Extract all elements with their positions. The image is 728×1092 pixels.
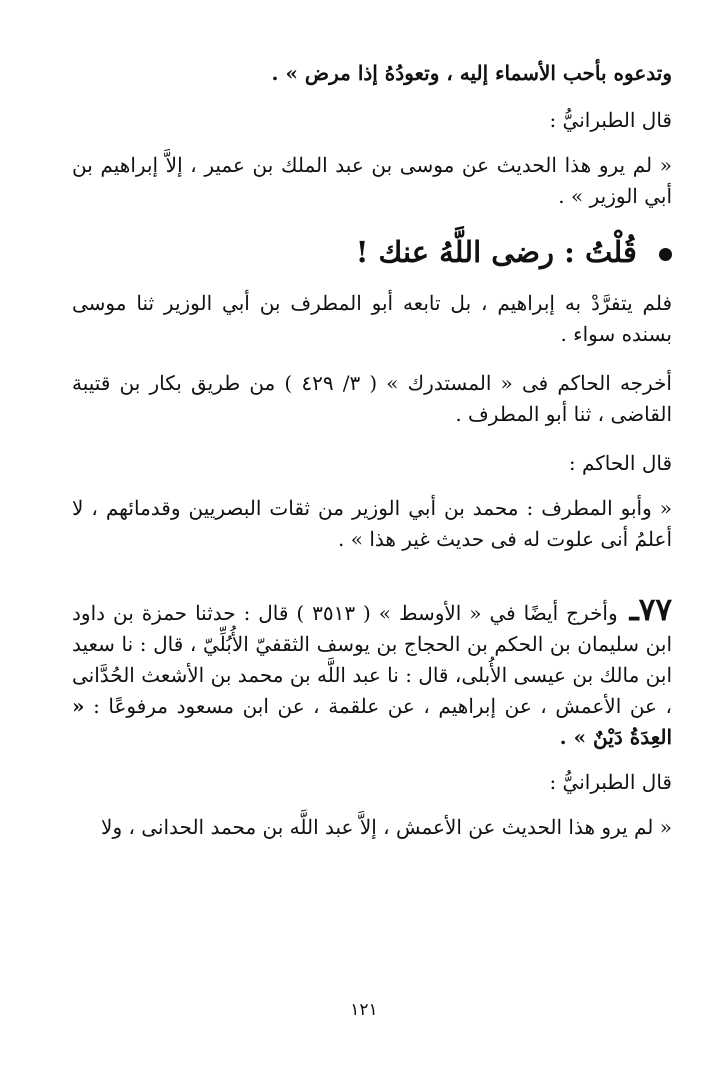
hadith-text: وأخرج أيضًا في « الأوسط » ( ٣٥١٣ ) قال : حدثنا حمزة بن داود ابن سليمان بن الحكم بن الحجاج بن يوسف الثقفيّ الأُبُلِّيّ ، قال : نا سعيد ابن مالك بن عيسى الأُبلى، قال : نا عبد اللَّه بن محمد بن الأشعث الحُدَّانى ، عن الأعمش ، عن إبراهيم ، عن علقمة ، عن ابن مسعود مرفوعًا : [72,601,672,718]
paragraph-hakim-source: أخرجه الحاكم فى « المستدرك » ( ٣/ ٤٢٩ ) من طريق بكار بن قتيبة القاضى ، ثنا أبو المطرف . [72,371,672,426]
hadith-matn: « العِدَةُ دَيْنٌ » . [72,694,672,749]
page-number: ١٢١ [350,1000,378,1020]
hadith-77 [72,592,673,753]
bullet-icon [659,248,672,261]
qultu-heading: قُلْتُ : رضى اللَّهُ عنك ! [355,235,637,269]
tabarani-label-2: قال الطبرانيُّ : [549,770,672,794]
hakim-quote: « وأبو المطرف : محمد بن أبي الوزير من ثقات البصريين وقدمائهم ، لا أعلمُ أنى علوت له فى حديث غير هذا » . [72,496,672,551]
tabarani-label-1: قال الطبرانيُّ : [549,108,672,132]
tabarani-quote-1: « لم يرو هذا الحديث عن موسى بن عبد الملك بن عمير ، إلاَّ إبراهيم بن أبي الوزير » . [72,153,672,208]
tabarani-quote-2: « لم يرو هذا الحديث عن الأعمش ، إلاَّ عبد اللَّه بن محمد الحدانى ، ولا [101,815,672,839]
qultu-heading-row [72,230,672,274]
hadith-number: ٧٧ـ [629,592,673,628]
hakim-label: قال الحاكم : [568,451,672,475]
top-line: وتدعوه بأحب الأسماء إليه ، وتعودُهُ إذا مرض » . [271,61,672,85]
paragraph-qultu: فلم يتفرَّدْ به إبراهيم ، بل تابعه أبو المطرف بن أبي الوزير ثنا موسى بسنده سواء . [72,291,672,346]
